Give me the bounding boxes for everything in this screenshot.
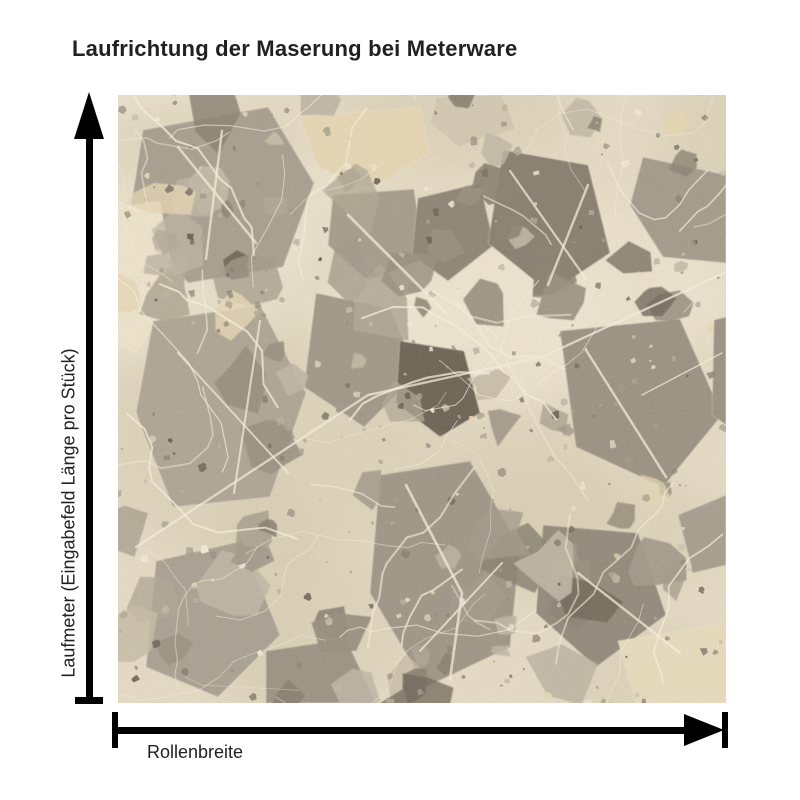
arrow-right-icon: [684, 714, 724, 746]
page-title: Laufrichtung der Maserung bei Meterware: [72, 36, 518, 61]
vertical-arrow-base-cap: [75, 697, 103, 704]
arrow-up-icon: [74, 92, 104, 139]
marble-texture-swatch: [118, 95, 726, 703]
vertical-arrow-shaft: [86, 134, 93, 698]
vertical-axis-label: Laufmeter (Eingabefeld Länge pro Stück): [58, 348, 79, 678]
horizontal-axis-label: Rollenbreite: [147, 742, 244, 762]
horizontal-arrow-right-cap: [722, 712, 728, 748]
horizontal-arrow-shaft: [116, 727, 686, 734]
